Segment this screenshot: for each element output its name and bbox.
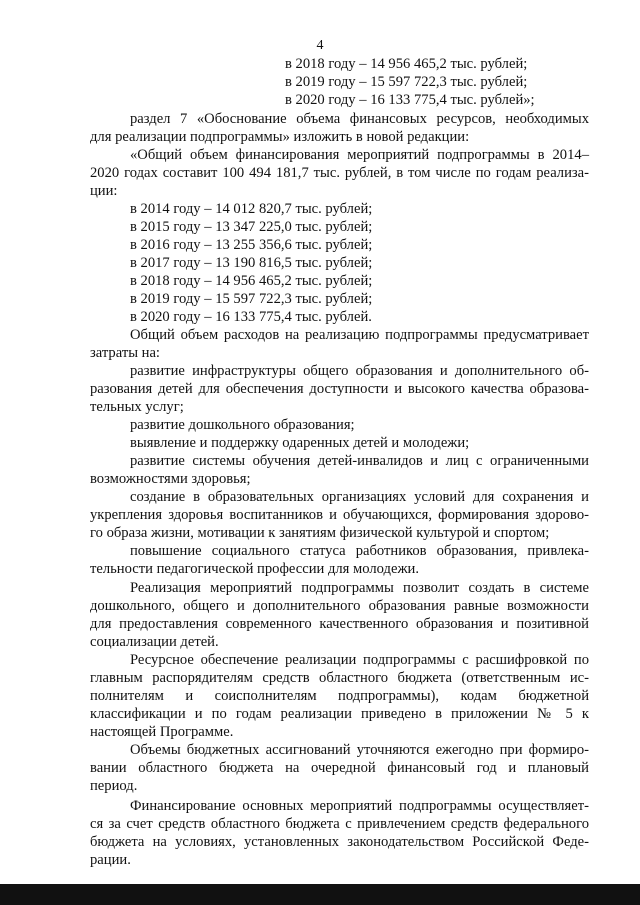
expense-item: развитие дошкольного образования; [130, 417, 355, 433]
text-line: повышение социального статуса работников образования, привлека- [130, 543, 589, 559]
text-line: развитие системы обучения детей-инвалидов и лиц с ограниченными [130, 453, 589, 469]
text-line: для реализации подпрограммы» изложить в новой редакции: [90, 129, 470, 145]
text-line: тельности педагогической профессии для молодежи. [90, 561, 419, 577]
text-line: Общий объем расходов на реализацию подпрограммы предусматривает [130, 327, 589, 343]
text-line: Ресурсное обеспечение реализации подпрограммы с расшифровкой по [130, 652, 589, 668]
text-line: «Общий объем финансирования мероприятий подпрограммы в 2014– [130, 147, 589, 163]
text-line: создание в образовательных организациях условий для сохранения и [130, 489, 589, 505]
text-line: главным распорядителям средств областного бюджета (ответственным ис- [90, 670, 589, 686]
list-item: в 2018 году – 14 956 465,2 тыс. рублей; [130, 273, 373, 289]
text-line: в 2018 году – 14 956 465,2 тыс. рублей; [285, 56, 528, 72]
text-line: 2020 годах составит 100 494 181,7 тыс. рублей, в том числе по годам реализа- [90, 165, 589, 181]
text-line: рации. [90, 852, 131, 868]
list-item: в 2015 году – 13 347 225,0 тыс. рублей; [130, 219, 373, 235]
text-line: Финансирование основных мероприятий подпрограммы осуществляет- [130, 798, 589, 814]
scan-edge-bar [0, 884, 640, 905]
list-item: в 2014 году – 14 012 820,7 тыс. рублей; [130, 201, 373, 217]
text-line: тельных услуг; [90, 399, 184, 415]
text-line: период. [90, 778, 138, 794]
text-line: ся за счет средств областного бюджета с привлечением средств федерального [90, 816, 589, 832]
text-line: вании областного бюджета на очередной финансовый год и плановый [90, 760, 589, 776]
text-line: для предоставления современного качественного образования и позитивной [90, 616, 589, 632]
text-line: классификации и по годам реализации приведено в приложении № 5 к [90, 706, 589, 722]
text-line: настоящей Программе. [90, 724, 234, 740]
text-line: разования детей для обеспечения доступности и высокого качества образова- [90, 381, 589, 397]
text-line: затраты на: [90, 345, 160, 361]
list-item: в 2017 году – 13 190 816,5 тыс. рублей; [130, 255, 373, 271]
text-line: развитие инфраструктуры общего образования и дополнительного об- [130, 363, 589, 379]
text-line: в 2019 году – 15 597 722,3 тыс. рублей; [285, 74, 528, 90]
list-item: в 2019 году – 15 597 722,3 тыс. рублей; [130, 291, 373, 307]
page-number: 4 [316, 38, 324, 53]
text-line: дошкольного, общего и дополнительного образования равные возможности [90, 598, 589, 614]
text-line: полнителям и соисполнителям подпрограммы), кодам бюджетной [90, 688, 589, 704]
text-line: го образа жизни, мотивации к занятиям физической культурой и спортом; [90, 525, 550, 541]
text-line: Объемы бюджетных ассигнований уточняются ежегодно при формиро- [130, 742, 589, 758]
text-line: Реализация мероприятий подпрограммы позволит создать в системе [130, 580, 589, 596]
text-line: в 2020 году – 16 133 775,4 тыс. рублей»; [285, 92, 535, 108]
text-line: бюджета на условиях, установленных законодательством Российской Феде- [90, 834, 589, 850]
text-line: укрепления здоровья воспитанников и обучающихся, формирования здорово- [90, 507, 589, 523]
text-line: возможностями здоровья; [90, 471, 251, 487]
text-line: раздел 7 «Обоснование объема финансовых ресурсов, необходимых [130, 111, 589, 127]
list-item: в 2016 году – 13 255 356,6 тыс. рублей; [130, 237, 373, 253]
text-line: ции: [90, 183, 118, 199]
list-item: в 2020 году – 16 133 775,4 тыс. рублей. [130, 309, 372, 325]
text-line: социализации детей. [90, 634, 219, 650]
expense-item: выявление и поддержку одаренных детей и молодежи; [130, 435, 470, 451]
